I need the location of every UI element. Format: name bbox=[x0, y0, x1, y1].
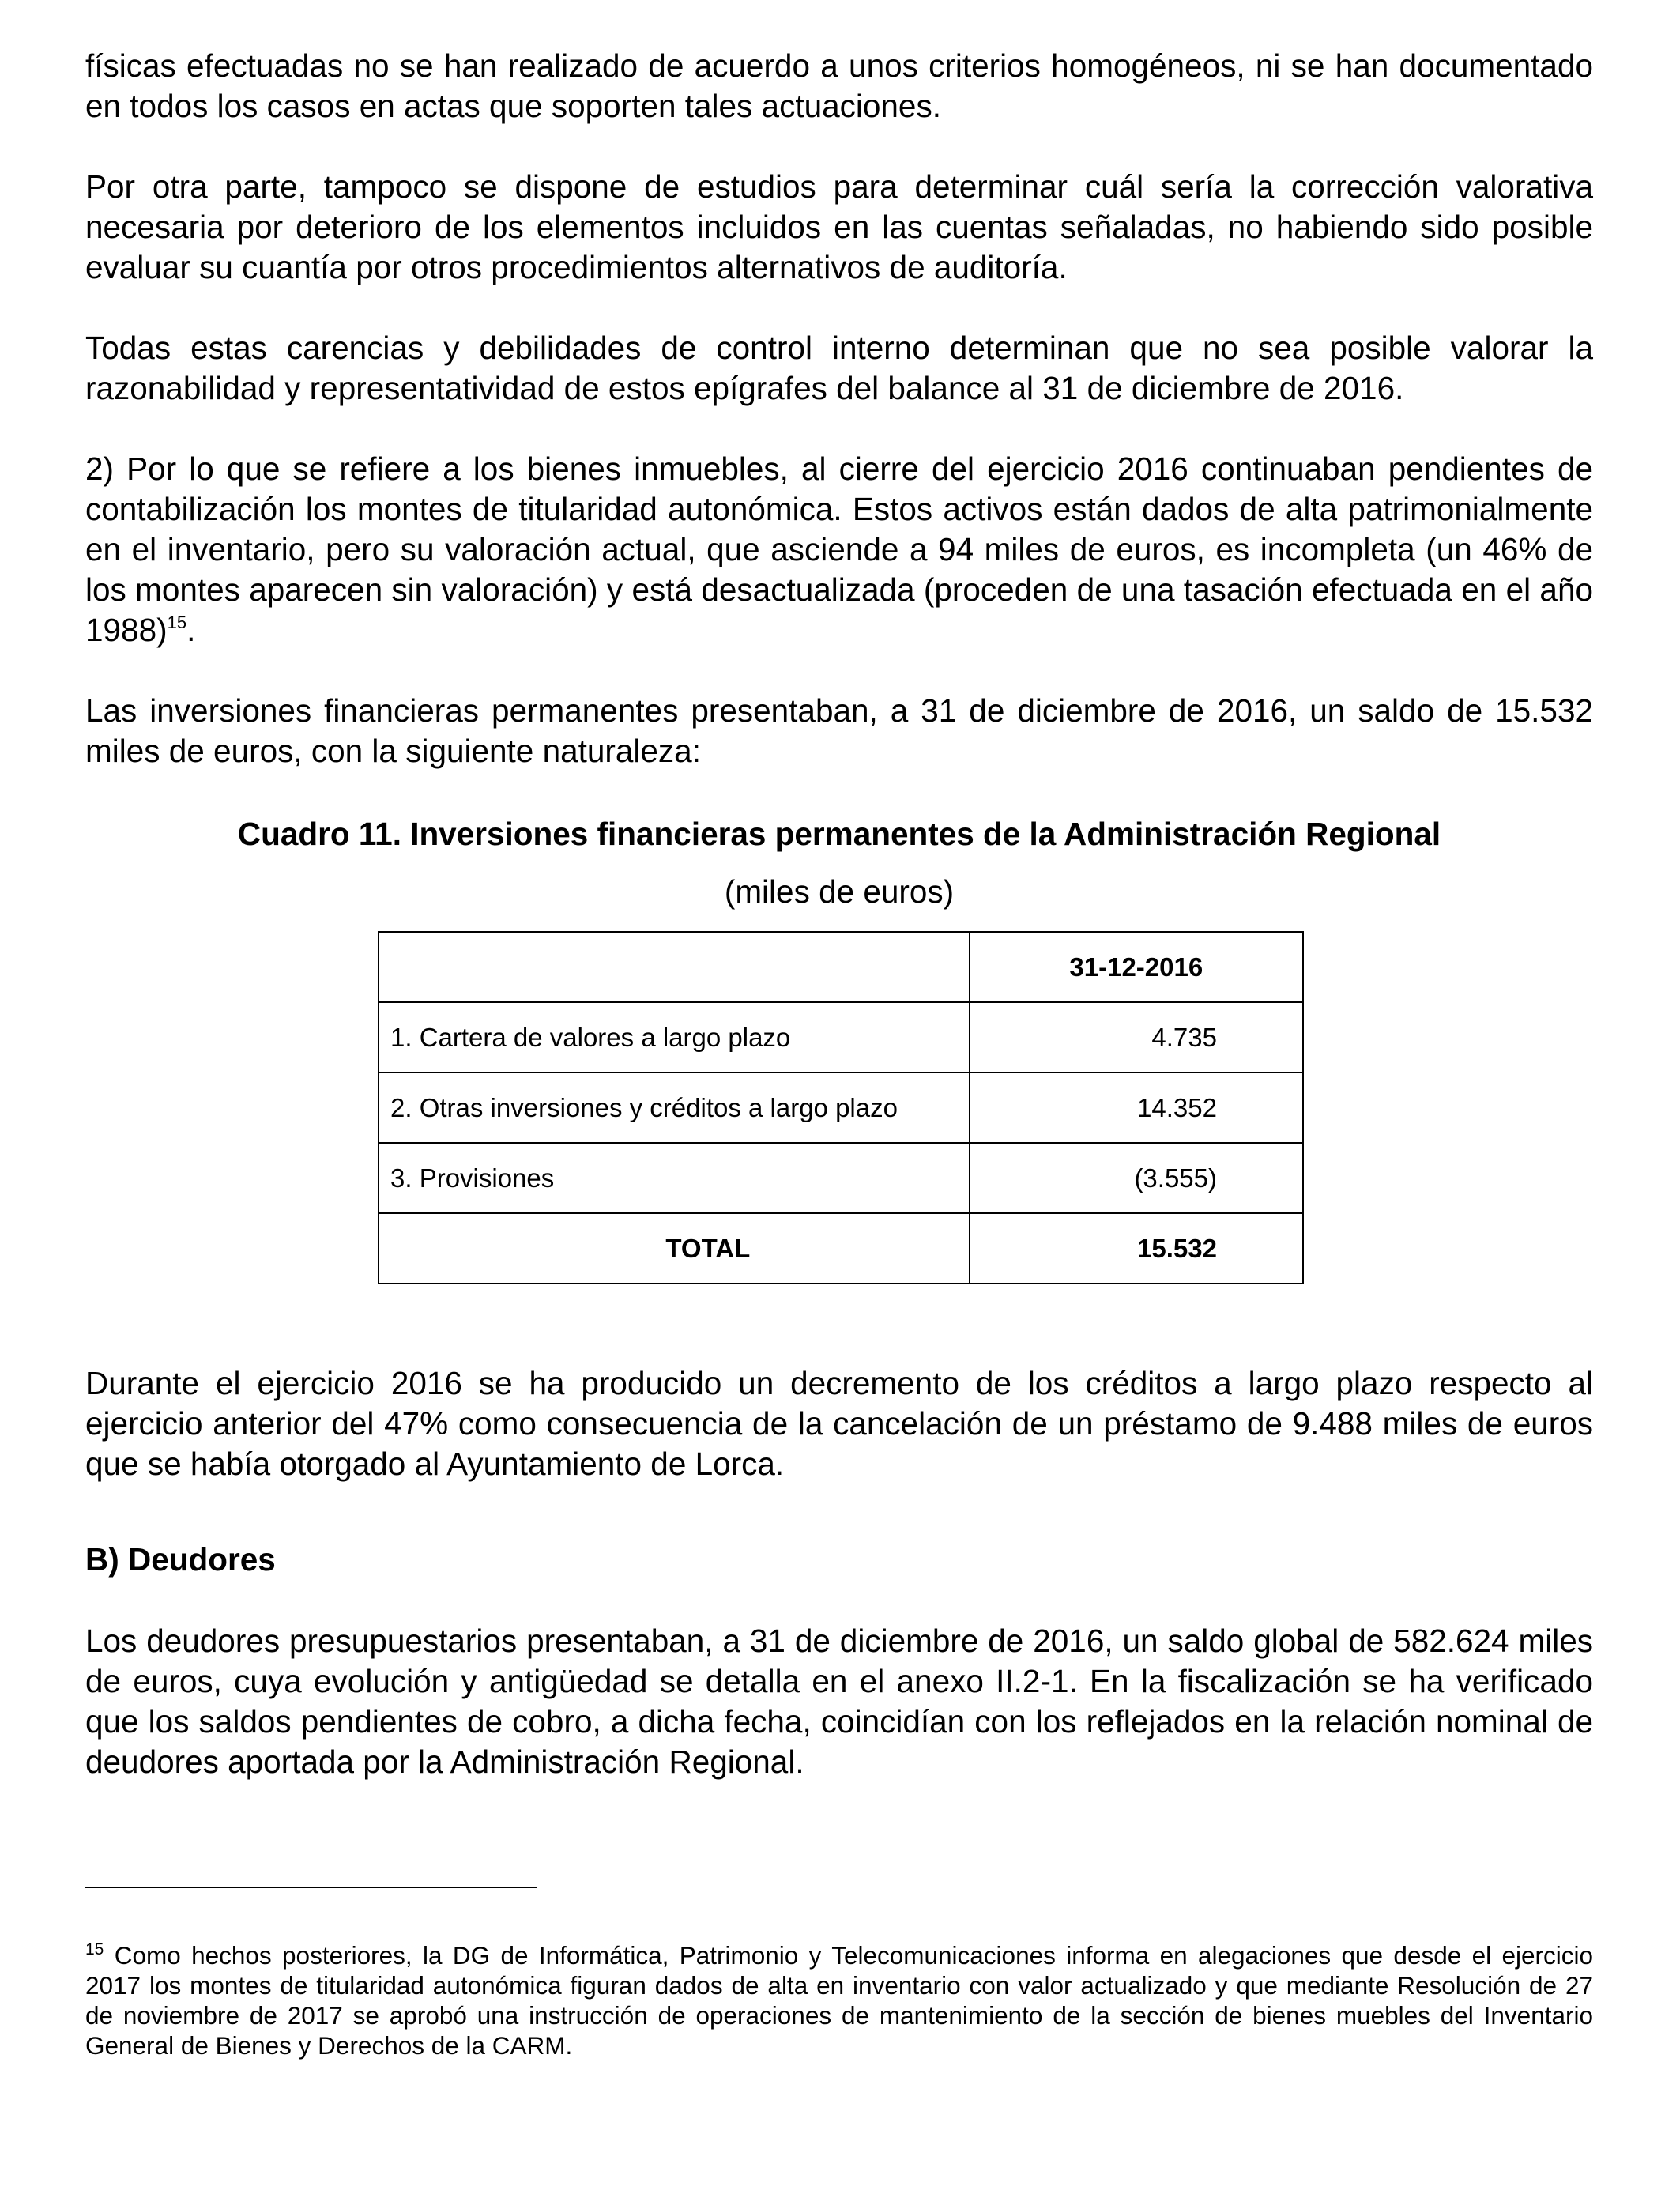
row-label: 3. Provisiones bbox=[379, 1143, 970, 1213]
footnote-reference[interactable]: 15 bbox=[167, 613, 187, 632]
paragraph-4-end: . bbox=[186, 612, 196, 648]
document-page bbox=[85, 46, 1593, 1782]
footnote-text: Como hechos posteriores, la DG de Informática, Patrimonio y Telecomunicaciones informa en alegaciones que desde el ejercicio 2017 los montes de titularidad autonómica figuran dados de alta en inventario con valor actualizado y que mediante Resolución de 27 de noviembre de 2017 se aprobó una instrucción de operaciones de mantenimiento de la sección de bienes muebles del Inventario General de Bienes y Derechos de la CARM. bbox=[85, 1941, 1593, 2060]
row-value: 14.352 bbox=[970, 1072, 1303, 1143]
paragraph-2: Por otra parte, tampoco se dispone de estudios para determinar cuál sería la corrección valorativa necesaria por deterioro de los elementos incluidos en las cuentas señaladas, no habiendo sido posible evaluar su cuantía por otros procedimientos alternativos de auditoría. bbox=[85, 168, 1593, 285]
row-value: 4.735 bbox=[970, 1002, 1303, 1072]
row-value: (3.555) bbox=[970, 1143, 1303, 1213]
paragraph-4-text: 2) Por lo que se refiere a los bienes inmuebles, al cierre del ejercicio 2016 continuaban pendientes de contabilización los montes de titularidad autonómica. Estos activos están dados de alta patrimonialmente en el inventario, pero su valoración actual, que asciende a 94 miles de euros, es incompleta (un 46% de los montes aparecen sin valoración) y está desactualizada (proceden de una tasación efectuada en el año 1988) bbox=[85, 450, 1593, 648]
footnote bbox=[85, 1940, 1593, 2060]
financial-investments-table bbox=[378, 931, 1304, 1284]
section-heading: B) Deudores bbox=[85, 1541, 276, 1578]
row-label: 1. Cartera de valores a largo plazo bbox=[379, 1002, 970, 1072]
table-header-date: 31-12-2016 bbox=[970, 932, 1303, 1002]
table-row bbox=[379, 1002, 1303, 1072]
paragraph-5: Las inversiones financieras permanentes presentaban, a 31 de diciembre de 2016, un saldo de 15.532 miles de euros, con la siguiente naturaleza: bbox=[85, 692, 1593, 769]
footnote-separator bbox=[85, 1887, 537, 1888]
table-caption: Cuadro 11. Inversiones financieras permanentes de la Administración Regional bbox=[237, 816, 1441, 852]
paragraph-1: físicas efectuadas no se han realizado de acuerdo a unos criterios homogéneos, ni se han documentado en todos los casos en actas que soporten tales actuaciones. bbox=[85, 47, 1593, 124]
paragraph-4 bbox=[85, 449, 1593, 650]
row-label: 2. Otras inversiones y créditos a largo plazo bbox=[379, 1072, 970, 1143]
total-label: TOTAL bbox=[379, 1213, 970, 1284]
paragraph-7: Los deudores presupuestarios presentaban, a 31 de diciembre de 2016, un saldo global de 582.624 miles de euros, cuya evolución y antigüedad se detalla en el anexo II.2-1. En la fiscalización se ha verificado que los saldos pendientes de cobro, a dicha fecha, coincidían con los reflejados en la relación nominal de deudores aportada por la Administración Regional. bbox=[85, 1623, 1593, 1780]
total-value: 15.532 bbox=[970, 1213, 1303, 1284]
table-row bbox=[379, 1143, 1303, 1213]
table-total-row bbox=[379, 1213, 1303, 1284]
footnote-number: 15 bbox=[85, 1940, 104, 1958]
paragraph-6: Durante el ejercicio 2016 se ha producido un decremento de los créditos a largo plazo respecto al ejercicio anterior del 47% como consecuencia de la cancelación de un préstamo de 9.488 miles de euros que se había otorgado al Ayuntamiento de Lorca. bbox=[85, 1365, 1593, 1482]
table-header-row bbox=[379, 932, 1303, 1002]
table-row bbox=[379, 1072, 1303, 1143]
paragraph-3: Todas estas carencias y debilidades de control interno determinan que no sea posible valorar la razonabilidad y representatividad de estos epígrafes del balance al 31 de diciembre de 2016. bbox=[85, 330, 1593, 406]
table-header-empty-cell bbox=[379, 932, 970, 1002]
table-units: (miles de euros) bbox=[724, 873, 955, 910]
